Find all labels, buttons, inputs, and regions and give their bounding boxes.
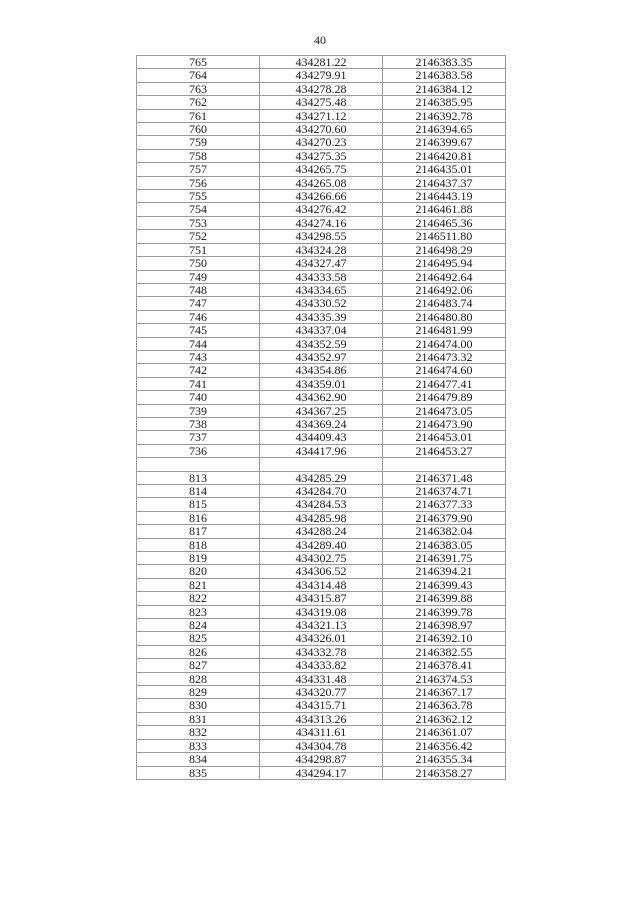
point-number-cell: 751 [137,243,260,256]
table-row [137,565,506,578]
table-row [137,257,506,270]
y-coordinate-cell: 2146391.75 [383,552,506,565]
x-coordinate-cell: 434337.04 [260,324,383,337]
table-row [137,56,506,69]
point-number-cell: 737 [137,431,260,444]
point-number-cell: 742 [137,364,260,377]
point-number-cell: 747 [137,297,260,310]
point-number-cell: 830 [137,699,260,712]
table-row [137,699,506,712]
y-coordinate-cell: 2146392.78 [383,109,506,122]
x-coordinate-cell: 434289.40 [260,538,383,551]
x-coordinate-cell: 434333.58 [260,270,383,283]
page-number: 40 [314,33,326,47]
table-row [137,96,506,109]
table-row [137,552,506,565]
x-coordinate-cell: 434369.24 [260,417,383,430]
x-coordinate-cell: 434311.61 [260,726,383,739]
y-coordinate-cell: 2146379.90 [383,511,506,524]
table-row [137,243,506,256]
y-coordinate-cell: 2146474.60 [383,364,506,377]
table-row [137,377,506,390]
x-coordinate-cell: 434330.52 [260,297,383,310]
table-row [137,672,506,685]
table-row [137,417,506,430]
y-coordinate-cell: 2146399.43 [383,578,506,591]
x-coordinate-cell: 434281.22 [260,56,383,69]
y-coordinate-cell: 2146453.27 [383,444,506,457]
x-coordinate-cell: 434275.35 [260,149,383,162]
point-number-cell: 757 [137,163,260,176]
x-coordinate-cell: 434314.48 [260,578,383,591]
table-row [137,538,506,551]
y-coordinate-cell: 2146477.41 [383,377,506,390]
table-row [137,216,506,229]
table-row [137,297,506,310]
point-number-cell: 753 [137,216,260,229]
table-row [137,605,506,618]
table-row [137,471,506,484]
point-number-cell: 818 [137,538,260,551]
x-coordinate-cell: 434359.01 [260,377,383,390]
y-coordinate-cell: 2146483.74 [383,297,506,310]
separator-row [137,458,506,471]
y-coordinate-cell: 2146492.64 [383,270,506,283]
point-number-cell: 833 [137,739,260,752]
point-number-cell: 826 [137,645,260,658]
table-row [137,149,506,162]
point-number-cell: 817 [137,525,260,538]
point-number-cell: 824 [137,619,260,632]
x-coordinate-cell: 434331.48 [260,672,383,685]
x-coordinate-cell: 434352.59 [260,337,383,350]
x-coordinate-cell: 434306.52 [260,565,383,578]
point-number-cell: 813 [137,471,260,484]
point-number-cell: 746 [137,310,260,323]
x-coordinate-cell: 434354.86 [260,364,383,377]
point-number-cell: 744 [137,337,260,350]
table-row [137,391,506,404]
x-coordinate-cell: 434275.48 [260,96,383,109]
table-row [137,283,506,296]
point-number-cell: 763 [137,82,260,95]
point-number-cell: 740 [137,391,260,404]
coordinates-table-wrapper [136,55,506,780]
table-row [137,632,506,645]
point-number-cell: 821 [137,578,260,591]
point-number-cell: 816 [137,511,260,524]
y-coordinate-cell: 2146362.12 [383,712,506,725]
y-coordinate-cell: 2146420.81 [383,149,506,162]
point-number-cell: 738 [137,417,260,430]
point-number-cell: 823 [137,605,260,618]
x-coordinate-cell: 434334.65 [260,283,383,296]
table-row [137,364,506,377]
y-coordinate-cell: 2146394.21 [383,565,506,578]
y-coordinate-cell: 2146399.78 [383,605,506,618]
point-number-cell: 758 [137,149,260,162]
table-row [137,659,506,672]
table-row [137,404,506,417]
table-row [137,645,506,658]
x-coordinate-cell: 434270.60 [260,123,383,136]
y-coordinate-cell: 2146495.94 [383,257,506,270]
y-coordinate-cell: 2146473.05 [383,404,506,417]
y-coordinate-cell: 2146374.71 [383,484,506,497]
y-coordinate-cell: 2146367.17 [383,686,506,699]
table-row [137,753,506,766]
x-coordinate-cell: 434313.26 [260,712,383,725]
table-row [137,270,506,283]
point-number-cell: 829 [137,686,260,699]
y-coordinate-cell: 2146492.06 [383,283,506,296]
table-row [137,431,506,444]
x-coordinate-cell: 434298.87 [260,753,383,766]
y-coordinate-cell: 2146394.65 [383,123,506,136]
point-number-cell: 743 [137,350,260,363]
x-coordinate-cell: 434362.90 [260,391,383,404]
point-number-cell: 828 [137,672,260,685]
table-row [137,350,506,363]
point-number-cell: 754 [137,203,260,216]
y-coordinate-cell: 2146473.90 [383,417,506,430]
x-coordinate-cell: 434279.91 [260,69,383,82]
point-number-cell: 765 [137,56,260,69]
x-coordinate-cell: 434278.28 [260,82,383,95]
y-coordinate-cell: 2146511.80 [383,230,506,243]
x-coordinate-cell: 434409.43 [260,431,383,444]
coordinates-table [136,55,506,780]
point-number-cell: 815 [137,498,260,511]
x-coordinate-cell: 434288.24 [260,525,383,538]
point-number-cell: 761 [137,109,260,122]
y-coordinate-cell: 2146382.04 [383,525,506,538]
point-number-cell: 741 [137,377,260,390]
table-row [137,190,506,203]
table-row [137,739,506,752]
y-coordinate-cell: 2146358.27 [383,766,506,779]
x-coordinate-cell: 434332.78 [260,645,383,658]
y-coordinate-cell: 2146453.01 [383,431,506,444]
point-number-cell: 820 [137,565,260,578]
table-row [137,310,506,323]
y-coordinate-cell: 2146461.88 [383,203,506,216]
x-coordinate-cell: 434284.53 [260,498,383,511]
point-number-cell: 834 [137,753,260,766]
table-row [137,176,506,189]
y-coordinate-cell: 2146378.41 [383,659,506,672]
x-coordinate-cell: 434302.75 [260,552,383,565]
point-number-cell: 755 [137,190,260,203]
x-coordinate-cell: 434326.01 [260,632,383,645]
table-row [137,592,506,605]
table-row [137,69,506,82]
table-row [137,498,506,511]
y-coordinate-cell: 2146399.67 [383,136,506,149]
x-coordinate-cell: 434265.75 [260,163,383,176]
table-row [137,82,506,95]
point-number-cell: 750 [137,257,260,270]
x-coordinate-cell: 434276.42 [260,203,383,216]
x-coordinate-cell: 434285.29 [260,471,383,484]
point-number-cell: 749 [137,270,260,283]
point-number-cell: 835 [137,766,260,779]
point-number-cell: 832 [137,726,260,739]
table-row [137,712,506,725]
y-coordinate-cell: 2146361.07 [383,726,506,739]
point-number-cell: 756 [137,176,260,189]
x-coordinate-cell: 434352.97 [260,350,383,363]
x-coordinate-cell: 434285.98 [260,511,383,524]
x-coordinate-cell: 434319.08 [260,605,383,618]
x-coordinate-cell: 434266.66 [260,190,383,203]
table-row [137,203,506,216]
x-coordinate-cell: 434320.77 [260,686,383,699]
point-number-cell: 748 [137,283,260,296]
x-coordinate-cell: 434333.82 [260,659,383,672]
point-number-cell: 760 [137,123,260,136]
x-coordinate-cell: 434327.47 [260,257,383,270]
point-number-cell: 752 [137,230,260,243]
y-coordinate-cell: 2146355.34 [383,753,506,766]
y-coordinate-cell: 2146437.37 [383,176,506,189]
table-row [137,525,506,538]
table-row [137,163,506,176]
point-number-cell: 736 [137,444,260,457]
x-coordinate-cell: 434304.78 [260,739,383,752]
x-coordinate-cell: 434270.23 [260,136,383,149]
table-row [137,578,506,591]
coordinates-table-body [137,56,506,780]
table-row [137,619,506,632]
y-coordinate-cell: 2146480.80 [383,310,506,323]
table-row [137,337,506,350]
table-row [137,766,506,779]
point-number-cell: 764 [137,69,260,82]
y-coordinate-cell: 2146374.53 [383,672,506,685]
x-coordinate-cell: 434315.87 [260,592,383,605]
table-row [137,324,506,337]
x-coordinate-cell: 434417.96 [260,444,383,457]
table-row [137,136,506,149]
y-coordinate-cell: 2146382.55 [383,645,506,658]
point-number-cell: 819 [137,552,260,565]
x-coordinate-cell: 434367.25 [260,404,383,417]
y-coordinate-cell: 2146383.58 [383,69,506,82]
y-coordinate-cell: 2146473.32 [383,350,506,363]
y-coordinate-cell: 2146498.29 [383,243,506,256]
x-coordinate-cell: 434274.16 [260,216,383,229]
point-number-cell: 827 [137,659,260,672]
table-row [137,123,506,136]
x-coordinate-cell: 434265.08 [260,176,383,189]
x-coordinate-cell: 434294.17 [260,766,383,779]
y-coordinate-cell: 2146384.12 [383,82,506,95]
y-coordinate-cell: 2146481.99 [383,324,506,337]
y-coordinate-cell: 2146474.00 [383,337,506,350]
table-row [137,686,506,699]
y-coordinate-cell: 2146399.88 [383,592,506,605]
y-coordinate-cell: 2146398.97 [383,619,506,632]
y-coordinate-cell: 2146479.89 [383,391,506,404]
empty-cell [260,458,383,471]
y-coordinate-cell: 2146383.35 [383,56,506,69]
y-coordinate-cell: 2146377.33 [383,498,506,511]
x-coordinate-cell: 434315.71 [260,699,383,712]
point-number-cell: 762 [137,96,260,109]
x-coordinate-cell: 434335.39 [260,310,383,323]
point-number-cell: 814 [137,484,260,497]
point-number-cell: 825 [137,632,260,645]
table-row [137,511,506,524]
point-number-cell: 745 [137,324,260,337]
x-coordinate-cell: 434324.28 [260,243,383,256]
point-number-cell: 759 [137,136,260,149]
empty-cell [137,458,260,471]
point-number-cell: 822 [137,592,260,605]
x-coordinate-cell: 434271.12 [260,109,383,122]
y-coordinate-cell: 2146356.42 [383,739,506,752]
y-coordinate-cell: 2146363.78 [383,699,506,712]
table-row [137,109,506,122]
y-coordinate-cell: 2146443.19 [383,190,506,203]
x-coordinate-cell: 434284.70 [260,484,383,497]
y-coordinate-cell: 2146385.95 [383,96,506,109]
table-row [137,230,506,243]
empty-cell [383,458,506,471]
point-number-cell: 739 [137,404,260,417]
y-coordinate-cell: 2146383.05 [383,538,506,551]
table-row [137,444,506,457]
point-number-cell: 831 [137,712,260,725]
x-coordinate-cell: 434321.13 [260,619,383,632]
y-coordinate-cell: 2146392.10 [383,632,506,645]
table-row [137,726,506,739]
table-row [137,484,506,497]
y-coordinate-cell: 2146465.36 [383,216,506,229]
x-coordinate-cell: 434298.55 [260,230,383,243]
y-coordinate-cell: 2146435.01 [383,163,506,176]
y-coordinate-cell: 2146371.48 [383,471,506,484]
